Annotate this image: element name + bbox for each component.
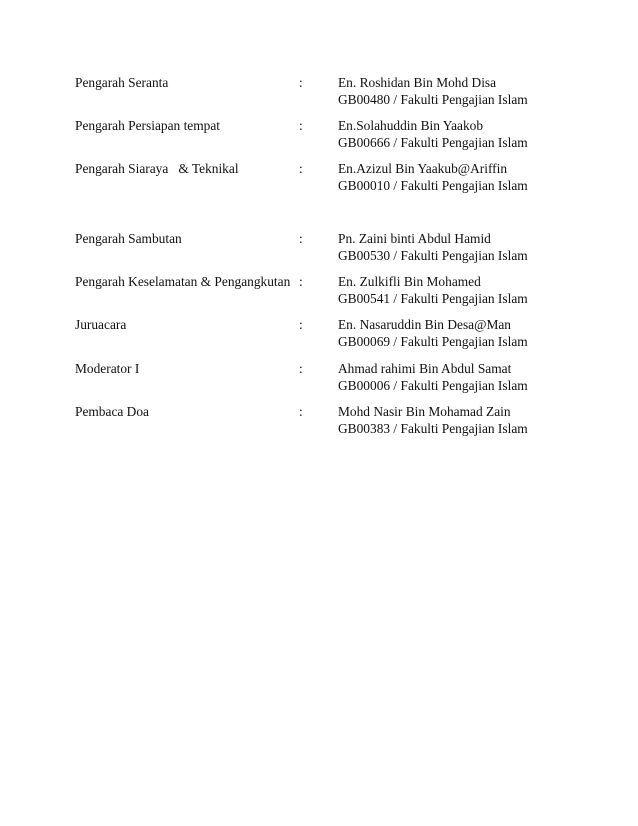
person-department: GB00006 / Fakulti Pengajian Islam (338, 378, 528, 393)
separator-colon: : (299, 161, 303, 176)
person-name: Ahmad rahimi Bin Abdul Samat (338, 361, 512, 376)
separator-colon: : (299, 404, 303, 419)
role-label: Pengarah Keselamatan & Pengangkutan (75, 274, 291, 289)
role-label: Pengarah Sambutan (75, 231, 182, 246)
person-name: Pn. Zaini binti Abdul Hamid (338, 231, 491, 246)
committee-entry-pembaca-doa (0, 404, 638, 444)
person-name: En. Nasaruddin Bin Desa@Man (338, 317, 511, 332)
role-label: Juruacara (75, 317, 127, 332)
person-department: GB00541 / Fakulti Pengajian Islam (338, 291, 528, 306)
role-label: Moderator I (75, 361, 140, 376)
person-name: En.Azizul Bin Yaakub@Ariffin (338, 161, 508, 176)
person-name: En. Zulkifli Bin Mohamed (338, 274, 481, 289)
person-department: GB00383 / Fakulti Pengajian Islam (338, 421, 528, 436)
separator-colon: : (299, 231, 303, 246)
person-name: En.Solahuddin Bin Yaakob (338, 118, 484, 133)
separator-colon: : (299, 118, 303, 133)
role-label: Pembaca Doa (75, 404, 149, 419)
person-department: GB00530 / Fakulti Pengajian Islam (338, 248, 528, 263)
separator-colon: : (299, 361, 303, 376)
committee-entry-seranta (0, 75, 638, 115)
person-department: GB00666 / Fakulti Pengajian Islam (338, 135, 528, 150)
separator-colon: : (299, 317, 303, 332)
committee-entry-keselamatan-pengangkutan (0, 274, 638, 314)
role-label: Pengarah Siaraya & Teknikal (75, 161, 239, 176)
person-name: En. Roshidan Bin Mohd Disa (338, 75, 497, 90)
committee-entry-sambutan (0, 231, 638, 271)
separator-colon: : (299, 274, 303, 289)
committee-entry-moderator (0, 361, 638, 401)
committee-entry-siaraya-teknikal (0, 161, 638, 201)
separator-colon: : (299, 75, 303, 90)
person-department: GB00010 / Fakulti Pengajian Islam (338, 178, 528, 193)
person-department: GB00480 / Fakulti Pengajian Islam (338, 92, 528, 107)
committee-entry-persiapan-tempat (0, 118, 638, 158)
role-label: Pengarah Seranta (75, 75, 169, 90)
role-label: Pengarah Persiapan tempat (75, 118, 221, 133)
committee-entry-juruacara (0, 317, 638, 357)
person-department: GB00069 / Fakulti Pengajian Islam (338, 334, 528, 349)
person-name: Mohd Nasir Bin Mohamad Zain (338, 404, 511, 419)
